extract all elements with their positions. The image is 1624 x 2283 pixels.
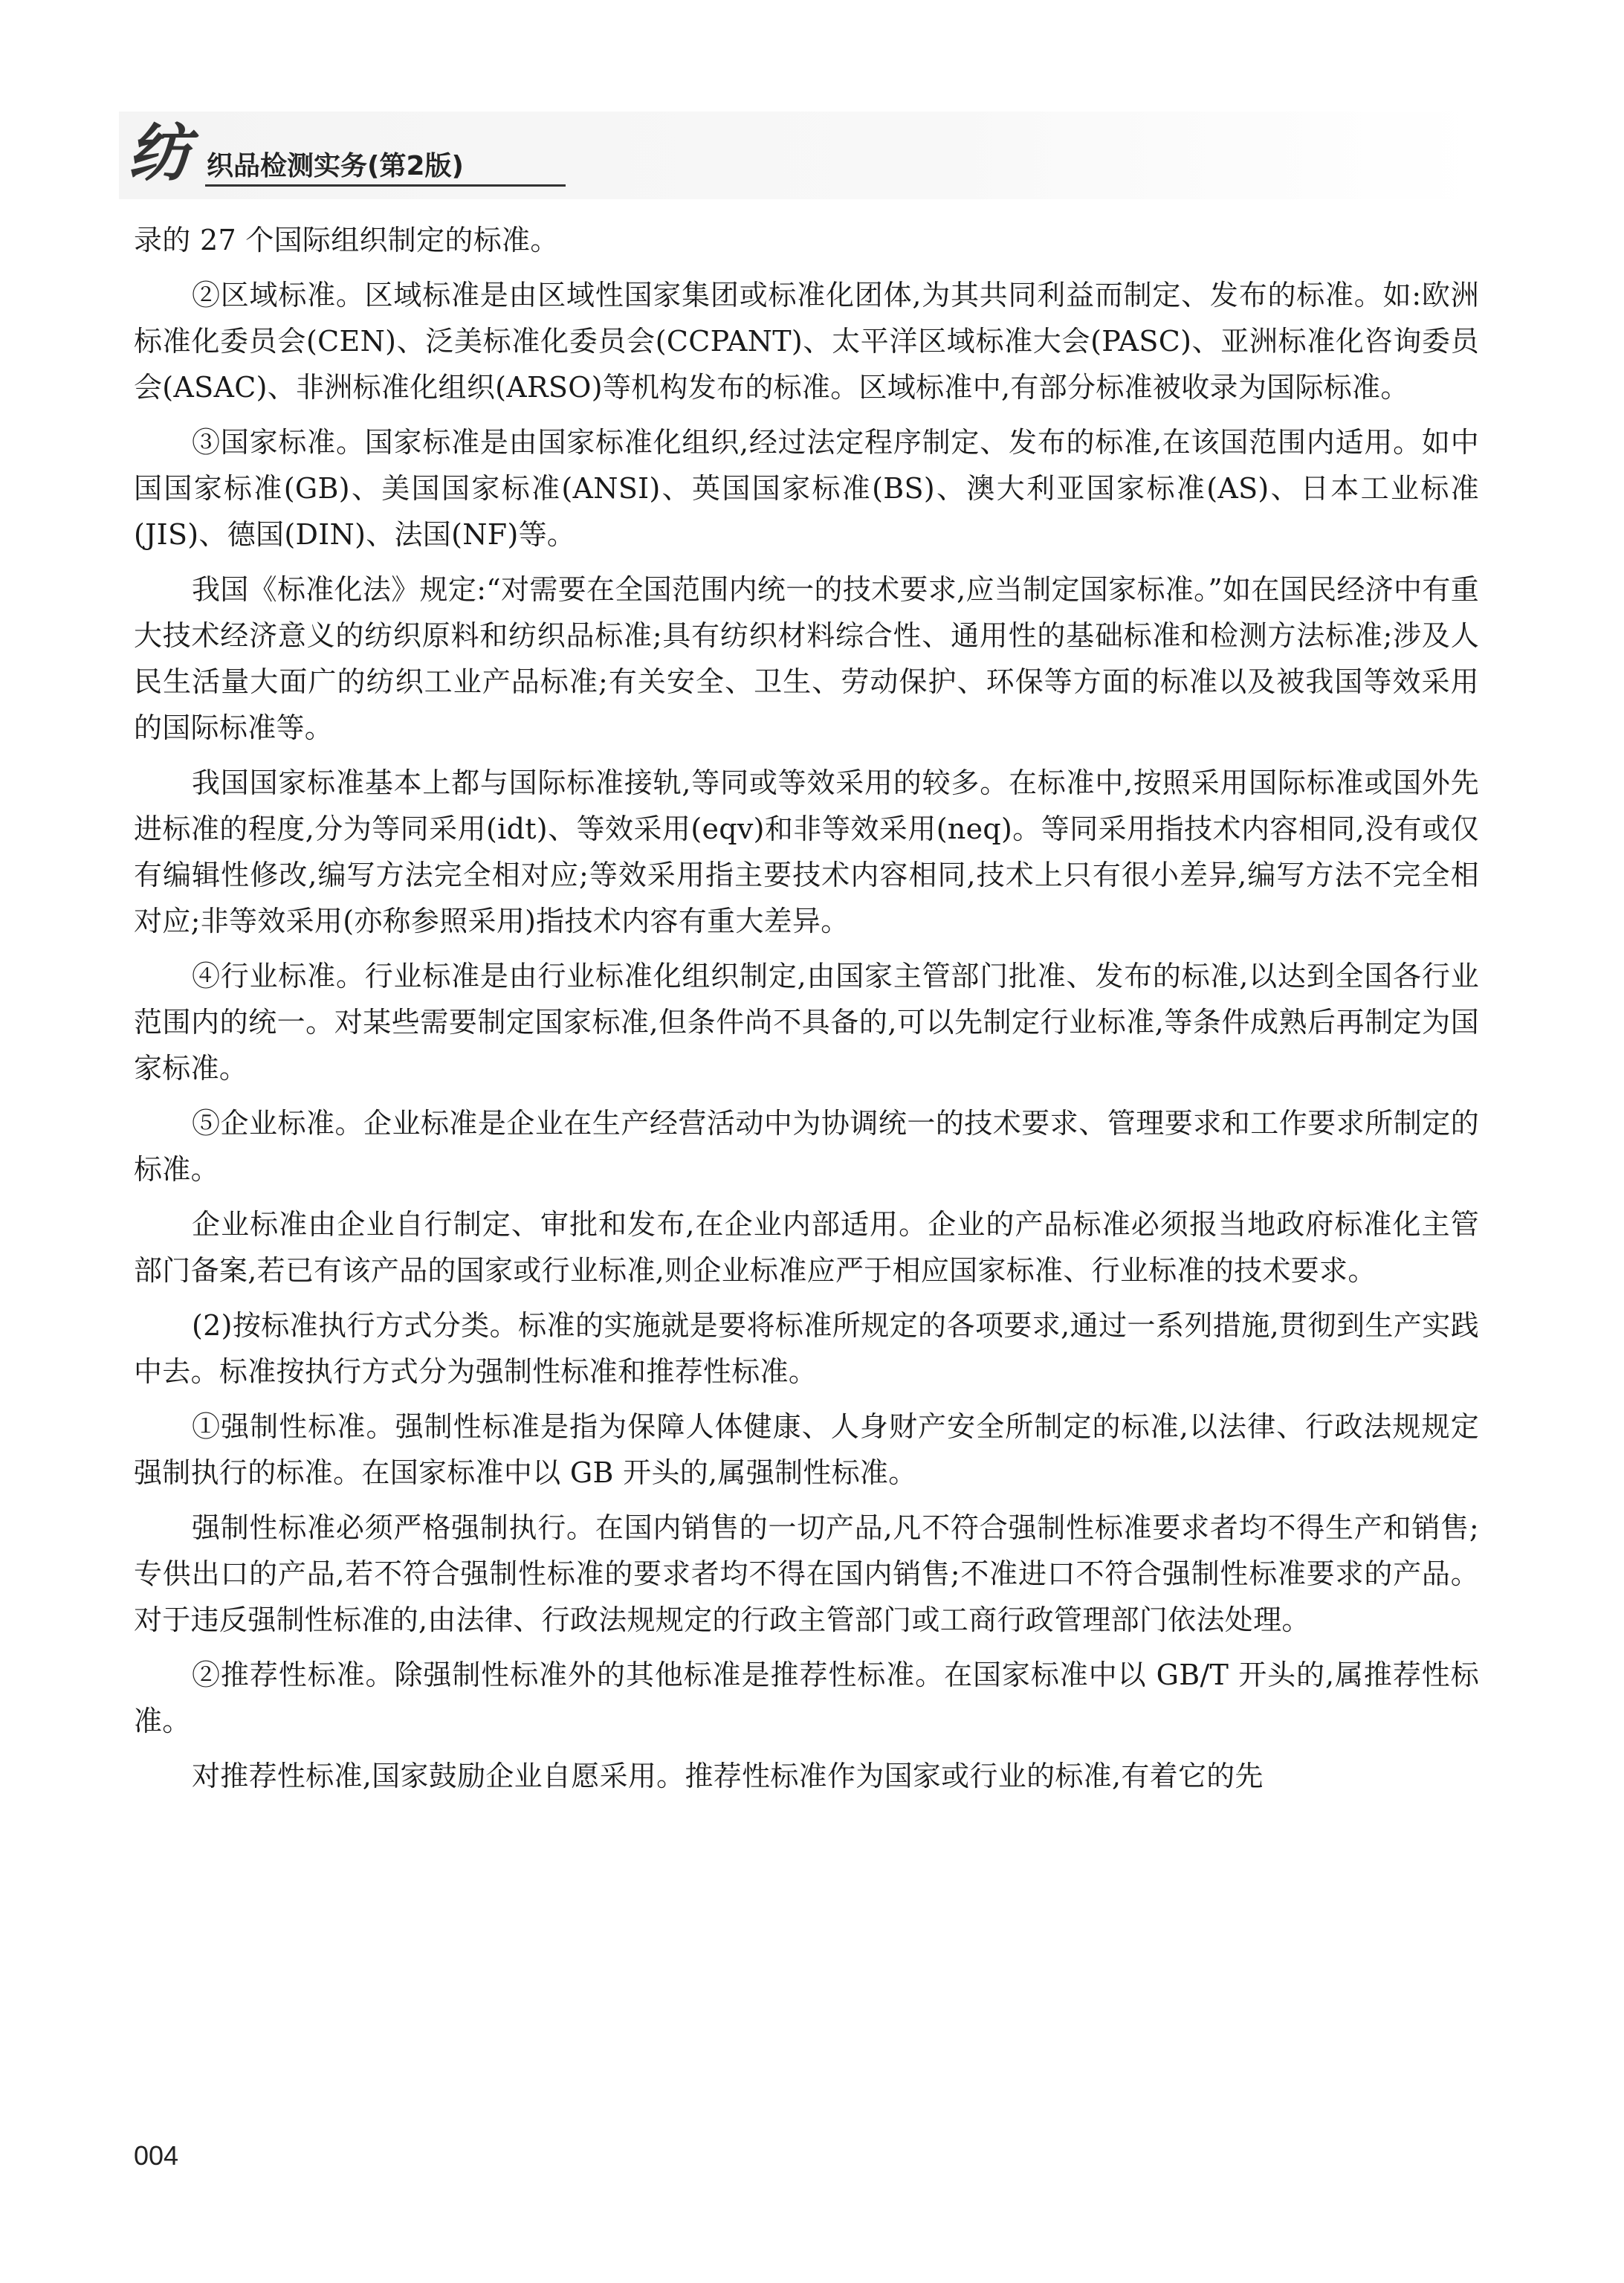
paragraph: 我国国家标准基本上都与国际标准接轨,等同或等效采用的较多。在标准中,按照采用国际标准或国外先进标准的程度,分为等同采用(idt)、等效采用(eqv)和非等效采用(neq)。等同采用指技术内容相同,没有或仅有编辑性修改,编写方法完全相对应;等效采用指主要技术内容相同,技术上只有很小差异,编写方法不完全相对应;非等效采用(亦称参照采用)指技术内容有重大差异。 (134, 766, 1479, 937)
paragraph: ④行业标准。行业标准是由行业标准化组织制定,由国家主管部门批准、发布的标准,以达到全国各行业范围内的统一。对某些需要制定国家标准,但条件尚不具备的,可以先制定行业标准,等条件成熟后再制定为国家标准。 (134, 960, 1479, 1085)
paragraph: ①强制性标准。强制性标准是指为保障人体健康、人身财产安全所制定的标准,以法律、行政法规规定强制执行的标准。在国家标准中以 GB 开头的,属强制性标准。 (134, 1410, 1479, 1489)
page-number: 004 (134, 2140, 179, 2171)
page-body (134, 217, 1479, 1808)
running-header (119, 112, 1479, 199)
paragraph: 对推荐性标准,国家鼓励企业自愿采用。推荐性标准作为国家或行业的标准,有着它的先 (192, 1760, 1264, 1792)
paragraph: ⑤企业标准。企业标准是企业在生产经营活动中为协调统一的技术要求、管理要求和工作要求所制定的标准。 (134, 1107, 1479, 1186)
paragraph: 强制性标准必须严格强制执行。在国内销售的一切产品,凡不符合强制性标准要求者均不得生产和销售;专供出口的产品,若不符合强制性标准的要求者均不得在国内销售;不准进口不符合强制性标准要求的产品。对于违反强制性标准的,由法律、行政法规规定的行政主管部门或工商行政管理部门依法处理。 (134, 1511, 1479, 1636)
paragraph: ③国家标准。国家标准是由国家标准化组织,经过法定程序制定、发布的标准,在该国范围内适用。如中国国家标准(GB)、美国国家标准(ANSI)、英国国家标准(BS)、澳大利亚国家标准(AS)、日本工业标准(JIS)、德国(DIN)、法国(NF)等。 (134, 426, 1479, 551)
paragraph: 企业标准由企业自行制定、审批和发布,在企业内部适用。企业的产品标准必须报当地政府标准化主管部门备案,若已有该产品的国家或行业标准,则企业标准应严于相应国家标准、行业标准的技术要求。 (134, 1208, 1479, 1287)
paragraph: 录的 27 个国际组织制定的标准。 (134, 224, 559, 256)
paragraph: ②推荐性标准。除强制性标准外的其他标准是推荐性标准。在国家标准中以 GB/T 开头的,属推荐性标准。 (134, 1659, 1479, 1737)
header-title-initial: 纺 (128, 116, 191, 190)
header-underline (205, 184, 566, 187)
header-title: 织品检测实务(第2版) (207, 151, 464, 181)
paragraph: 我国《标准化法》规定:“对需要在全国范围内统一的技术要求,应当制定国家标准。”如在国民经济中有重大技术经济意义的纺织原料和纺织品标准;具有纺织材料综合性、通用性的基础标准和检测方法标准;涉及人民生活量大面广的纺织工业产品标准;有关安全、卫生、劳动保护、环保等方面的标准以及被我国等效采用的国际标准等。 (134, 573, 1479, 744)
paragraph: (2)按标准执行方式分类。标准的实施就是要将标准所规定的各项要求,通过一系列措施,贯彻到生产实践中去。标准按执行方式分为强制性标准和推荐性标准。 (134, 1309, 1479, 1388)
paragraph: ②区域标准。区域标准是由区域性国家集团或标准化团体,为其共同利益而制定、发布的标准。如:欧洲标准化委员会(CEN)、泛美标准化委员会(CCPANT)、太平洋区域标准大会(PASC)、亚洲标准化咨询委员会(ASAC)、非洲标准化组织(ARSO)等机构发布的标准。区域标准中,有部分标准被收录为国际标准。 (134, 279, 1479, 404)
